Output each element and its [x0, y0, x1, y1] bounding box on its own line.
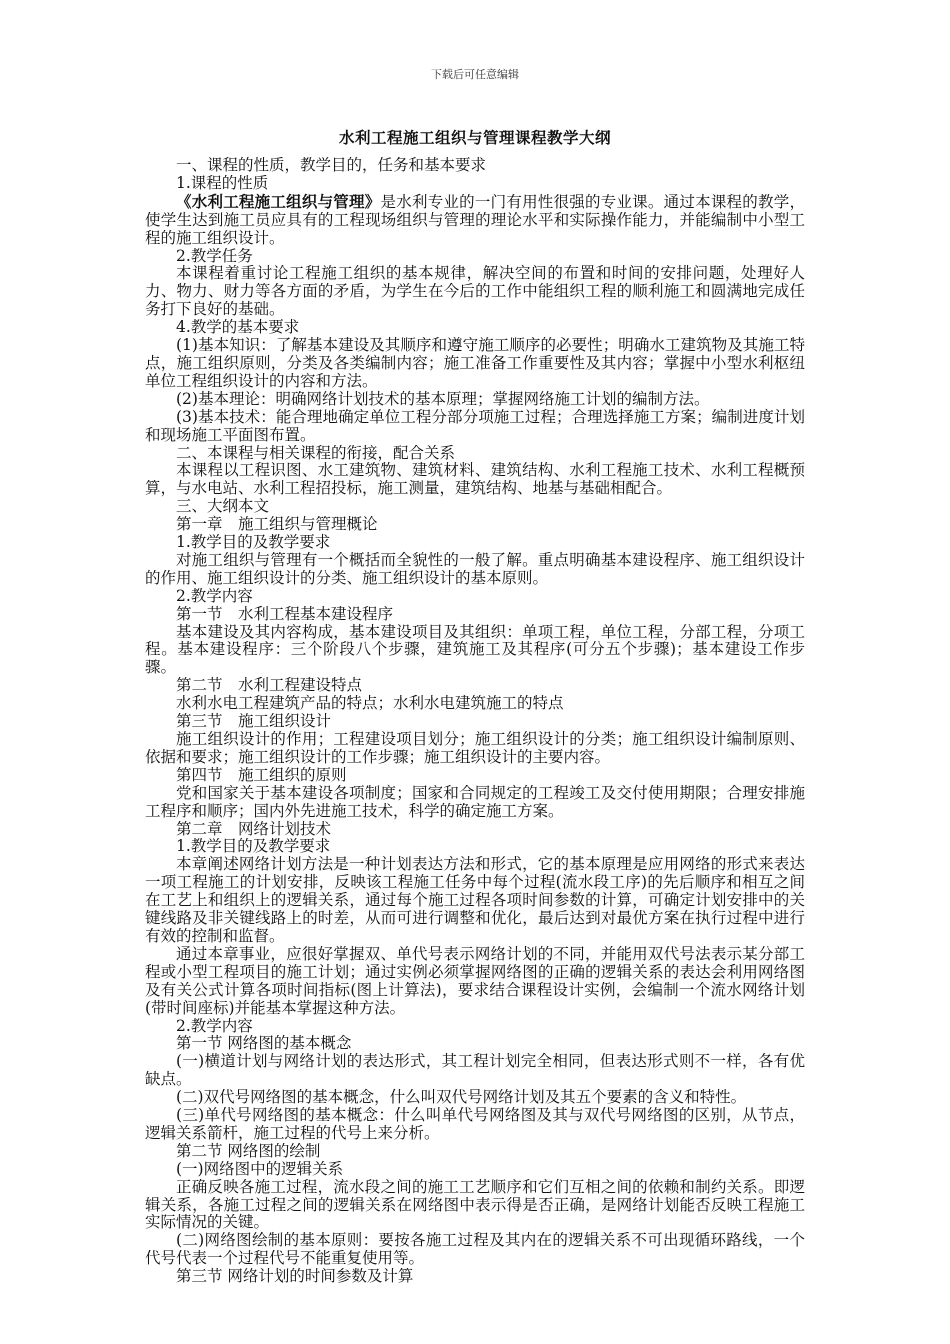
paragraph: (1)基本知识：了解基本建设及其顺序和遵守施工顺序的必要性；明确水工建筑物及其施工特点，施工组织原则，分类及各类编制内容；施工准备工作重要性及其内容；掌握中小型水利枢纽单位工程组织设计的内容和方法。 [145, 336, 805, 390]
paragraph: 施工组织设计的作用；工程建设项目划分；施工组织设计的分类；施工组织设计编制原则、依据和要求；施工组织设计的工作步骤；施工组织设计的主要内容。 [145, 730, 805, 766]
paragraph: (3)基本技术：能合理地确定单位工程分部分项施工过程；合理选择施工方案；编制进度计划和现场施工平面图布置。 [145, 407, 805, 444]
paragraph: 通过本章事业，应很好掌握双、单代号表示网络计划的不同，并能用双代号法表示某分部工程或小型工程项目的施工计划；通过实例必须掌握网络图的正确的逻辑关系的表达会利用网络图及有关公式计算各项时间指标(图上计算法)，要求结合课程设计实例，会编制一个流水网络计划(带时间座标)并能基本掌握这种方法。 [145, 944, 805, 1017]
paragraph [145, 193, 805, 248]
paragraph: 1.课程的性质 [176, 173, 269, 192]
paragraph: 三、大纲本文 [176, 497, 270, 516]
paragraph: (一)网络图中的逻辑关系 [176, 1159, 344, 1178]
paragraph: 第一节 水利工程基本建设程序 [176, 604, 394, 623]
paragraph: (三)单代号网络图的基本概念：什么叫单代号网络图及其与双代号网络图的区别，从节点，逻辑关系箭杆，施工过程的代号上来分析。 [145, 1106, 805, 1142]
paragraph: 第二章 网络计划技术 [176, 819, 332, 838]
paragraph: 基本建设及其内容构成，基本建设项目及其组织：单项工程，单位工程，分部工程，分项工程。基本建设程序：三个阶段八个步骤，建筑施工及其程序(可分五个步骤)；基本建设工作步骤。 [145, 622, 805, 677]
paragraph: 本章阐述网络计划方法是一种计划表达方法和形式，它的基本原理是应用网络的形式来表达一项工程施工的计划安排，反映该工程施工任务中每个过程(流水段工序)的先后顺序和相互之间在工艺上和组织上的逻辑关系，通过每个施工过程各项时间参数的计算，可确定计划安排中的关键线路及非关键线路上的时差，从而可进行调整和优化，最后达到对最优方案在执行过程中进行有效的控制和监督。 [145, 855, 805, 945]
document-body [145, 157, 805, 1286]
paragraph: 1.教学目的及教学要求 [176, 837, 331, 856]
paragraph: 本课程着重讨论工程施工组织的基本规律，解决空间的布置和时间的安排问题，处理好人力、物力、财力等各方面的矛盾，为学生在今后的工作中能组织工程的顺利施工和圆满地完成任务打下良好的基础。 [145, 264, 805, 319]
paragraph: 水利水电工程建筑产品的特点；水利水电建筑施工的特点 [176, 694, 564, 713]
paragraph: 第一章 施工组织与管理概论 [176, 515, 378, 534]
page-header: 下载后可任意编辑 [431, 68, 519, 81]
paragraph: (二)双代号网络图的基本概念，什么叫双代号网络计划及其五个要素的含义和特性。 [176, 1088, 747, 1107]
paragraph: 第一节 网络图的基本概念 [176, 1034, 352, 1053]
course-name: 《水利工程施工组织与管理》 [176, 191, 381, 211]
paragraph: 4.教学的基本要求 [176, 318, 300, 337]
paragraph: 第三节 网络计划的时间参数及计算 [176, 1267, 414, 1286]
paragraph: 党和国家关于基本建设各项制度；国家和合同规定的工程竣工及交付使用期限；合理安排施工程序和顺序；国内外先进施工技术，科学的确定施工方案。 [145, 783, 805, 820]
paragraph: 正确反映各施工过程，流水段之间的施工工艺顺序和它们互相之间的依赖和制约关系。即逻辑关系，各施工过程之间的逻辑关系在网络图中表示得是否正确，是网络计划能否反映工程施工实际情况的关键。 [145, 1177, 805, 1232]
paragraph: 对施工组织与管理有一个概括而全貌性的一般了解。重点明确基本建设程序、施工组织设计的作用、施工组织设计的分类、施工组织设计的基本原则。 [145, 550, 805, 587]
document-title: 水利工程施工组织与管理课程教学大纲 [338, 128, 611, 147]
paragraph: 二、本课程与相关课程的衔接，配合关系 [176, 443, 456, 462]
paragraph: (二)网络图绘制的基本原则：要按各施工过程及其内在的逻辑关系不可出现循环路线，一个代号代表一个过程代号不能重复使用等。 [145, 1231, 805, 1268]
paragraph: 第三节 施工组织设计 [176, 712, 332, 731]
paragraph: (2)基本理论：明确网络计划技术的基本原理；掌握网络施工计划的编制方法。 [176, 389, 710, 408]
paragraph: (一)横道计划与网络计划的表达形式，其工程计划完全相同，但表达形式则不一样，各有优缺点。 [145, 1052, 805, 1089]
paragraph: 本课程以工程识图、水工建筑物、建筑材料、建筑结构、水利工程施工技术、水利工程概预算，与水电站、水利工程招投标，施工测量，建筑结构、地基与基础相配合。 [145, 461, 805, 498]
paragraph: 2.教学内容 [176, 1016, 253, 1035]
paragraph: 第四节 施工组织的原则 [176, 765, 347, 784]
paragraph: 2.教学任务 [176, 246, 253, 265]
paragraph: 第二节 网络图的绘制 [176, 1141, 321, 1160]
paragraph: 1.教学目的及教学要求 [176, 533, 331, 552]
paragraph: 第二节 水利工程建设特点 [176, 676, 363, 695]
paragraph: 一、课程的性质，教学目的，任务和基本要求 [176, 156, 487, 174]
paragraph: 2.教学内容 [176, 586, 253, 605]
paragraph-text: 是水利专业的一门有用性很强的专业课。通过本课程的教学，使学生达到施工员应具有的工程现场组织与管理的理论水平和实际操作能力，并能编制中小型工程的施工组织设计。 [145, 192, 805, 247]
